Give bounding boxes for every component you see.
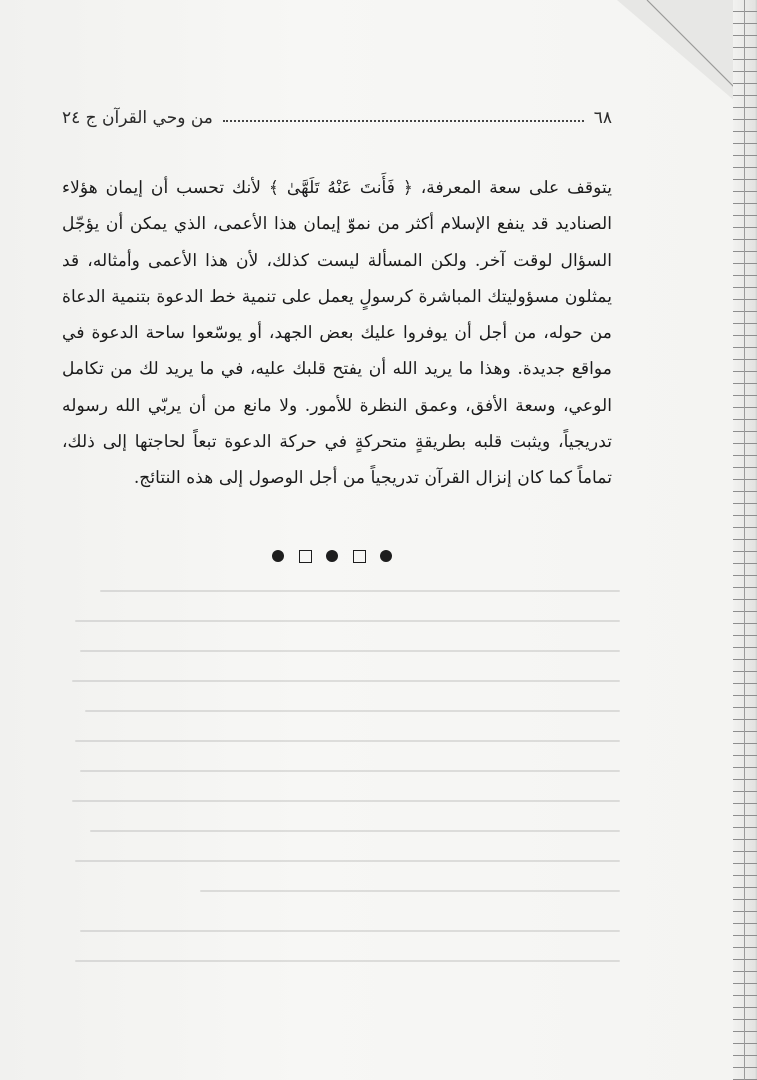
page-number: ٦٨ [593, 108, 612, 128]
header-title: من وحي القرآن ج ٢٤ [62, 108, 213, 128]
ornament-square-icon [299, 550, 312, 563]
spiral-binding-edge [733, 0, 757, 1080]
ornament-dot-icon [272, 550, 284, 562]
ornament-dot-icon [380, 550, 392, 562]
ornament-dot-icon [326, 550, 338, 562]
ornament-square-icon [353, 550, 366, 563]
header-dotted-leader [223, 120, 584, 122]
running-header [62, 103, 612, 133]
binding-rule [744, 0, 745, 1080]
bleed-through-text [60, 590, 620, 1010]
body-paragraph: يتوقف على سعة المعرفة، ﴿ فَأَنتَ عَنْهُ تَلَهَّىٰ ﴾ لأنك تحسب أن إيمان هؤلاء الصناديد قد ينفع الإسلام أكثر من نموّ إيمان هذا الأعمى، الذي يمكن أن يؤجّل السؤال لوقت آخر. ولكن المسألة ليست كذلك، لأن هذا الأعمى وأمثاله، قد يمثلون مسؤوليتك المباشرة كرسولٍ يعمل على تنمية خط الدعوة بتنمية الدعاة من حوله، من أجل أن يوفروا عليك بعض الجهد، أو يوسّعوا ساحة الدعوة في مواقع جديدة. وهذا ما يريد الله أن يفتح قلبك عليه، في ما يريد لك من تكامل الوعي، وسعة الأفق، وعمق النظرة للأمور. ولا مانع من أن يربّي الله رسوله تدريجياً، ويثبت قلبه بطريقةٍ متحركةٍ في حركة الدعوة تبعاً لحاجتها إلى ذلك، تماماً كما كان إنزال القرآن تدريجياً من أجل الوصول إلى هذه النتائج. [62, 178, 612, 489]
section-divider-ornament [272, 546, 392, 566]
